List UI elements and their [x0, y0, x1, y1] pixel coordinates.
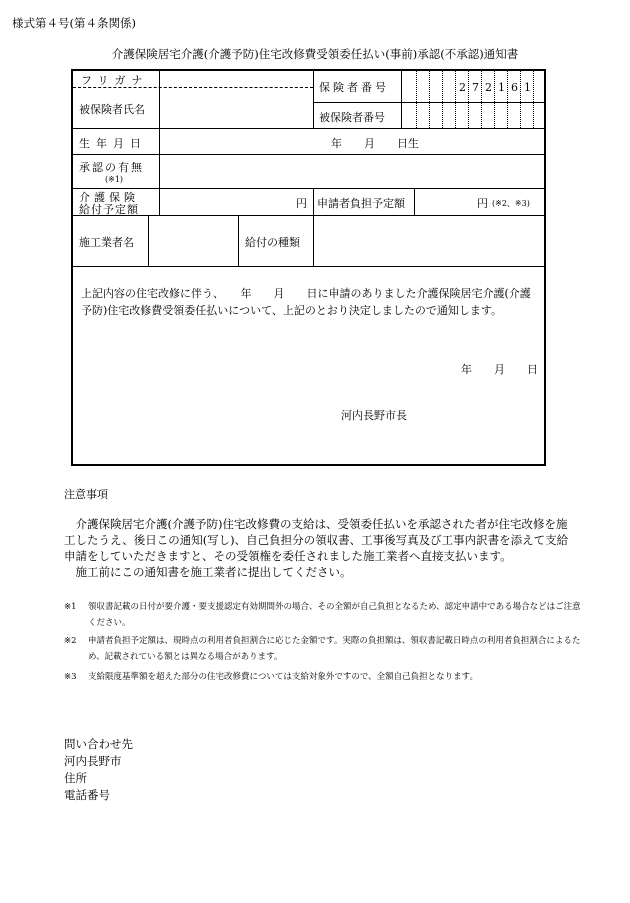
insurer-digit: 2 [459, 81, 466, 94]
footnote [64, 669, 584, 685]
copay-yen: 円 [477, 197, 488, 210]
insured-name-label: 被保険者氏名 [79, 103, 145, 116]
insurer-digit: 6 [511, 81, 518, 94]
footnote [64, 599, 584, 631]
benefit-type-label: 給付の種類 [245, 236, 300, 249]
footnote-mark: ※1 [64, 602, 77, 612]
benefit-label-line2: 給付予定額 [79, 203, 139, 216]
document-title: 介護保険居宅介護(介護予防)住宅改修費受領委任払い(事前)承認(不承認)通知書 [111, 47, 519, 61]
contact-block [64, 736, 133, 804]
contact-phone-label: 電話番号 [64, 788, 110, 802]
contractor-label: 施工業者名 [79, 236, 134, 249]
insurer-digit: 1 [524, 81, 531, 94]
footnote-mark: ※3 [64, 672, 77, 682]
form-number: 様式第４号(第４条関係) [12, 16, 136, 30]
footnote [64, 633, 584, 665]
notes-heading: 注意事項 [64, 488, 108, 501]
footnote-text: 領収書記載の日付が要介護・要支援認定有効期間外の場合、その全額が自己負担となるため、認定申請中である場合などはご注意ください。 [88, 602, 581, 628]
footnote-text: 申請者負担予定額は、現時点の利用者負担割合に応じた金額です。実際の負担額は、領収書記載日時点の利用者負担割合によるため、記載されている額とは異なる場合があります。 [88, 636, 581, 662]
insurer-digit: 1 [498, 81, 505, 94]
contact-heading: 問い合わせ先 [64, 737, 133, 751]
notes-body [64, 516, 576, 580]
birthdate-value: 年 月 日生 [331, 137, 419, 150]
approval-note: (※1) [105, 175, 124, 184]
approval-label: 承認の有無 [79, 161, 144, 174]
footnote-mark: ※2 [64, 636, 77, 646]
mayor-signature: 河内長野市長 [341, 409, 407, 422]
decision-date: 年 月 日 [461, 363, 538, 376]
insurer-number-label: 保険者番号 [319, 81, 389, 94]
footnote-text: 支給限度基準額を超えた部分の住宅改修費については支給対象外ですので、全額自己負担となります。 [88, 672, 478, 682]
contact-organization: 河内長野市 [64, 754, 122, 768]
contact-address-label: 住所 [64, 771, 87, 785]
birthdate-label: 生年月日 [79, 137, 147, 150]
copay-label: 申請者負担予定額 [317, 197, 405, 210]
copay-note: (※2、※3) [492, 199, 530, 208]
benefit-label-line1: 介護保険 [79, 191, 139, 204]
insurer-digit: 7 [472, 81, 479, 94]
decision-text: 上記内容の住宅改修に伴う、 年 月 日に申請のありました介護保険居宅介護(介護予防)住宅改修費受領委任払いについて、上記のとおり決定しましたので通知します。 [81, 287, 531, 317]
furigana-label: フリガナ [81, 74, 149, 87]
notes-paragraph: 介護保険居宅介護(介護予防)住宅改修費の支給は、受領委任払いを承認された者が住宅改修を施工したうえ、後日この通知(写し)、自己負担分の領収書、工事後写真及び工事内訳書を添えて支給申請をしていただきますと、その受領権を委任されました施工業者へ直接支払います。 [64, 517, 569, 563]
insurer-digit: 2 [485, 81, 492, 94]
notification-form-table [71, 69, 546, 466]
benefit-yen: 円 [296, 197, 307, 210]
notes-paragraph: 施工前にこの通知書を施工業者に提出してください。 [75, 565, 352, 579]
insured-number-label: 被保険者番号 [319, 111, 385, 124]
